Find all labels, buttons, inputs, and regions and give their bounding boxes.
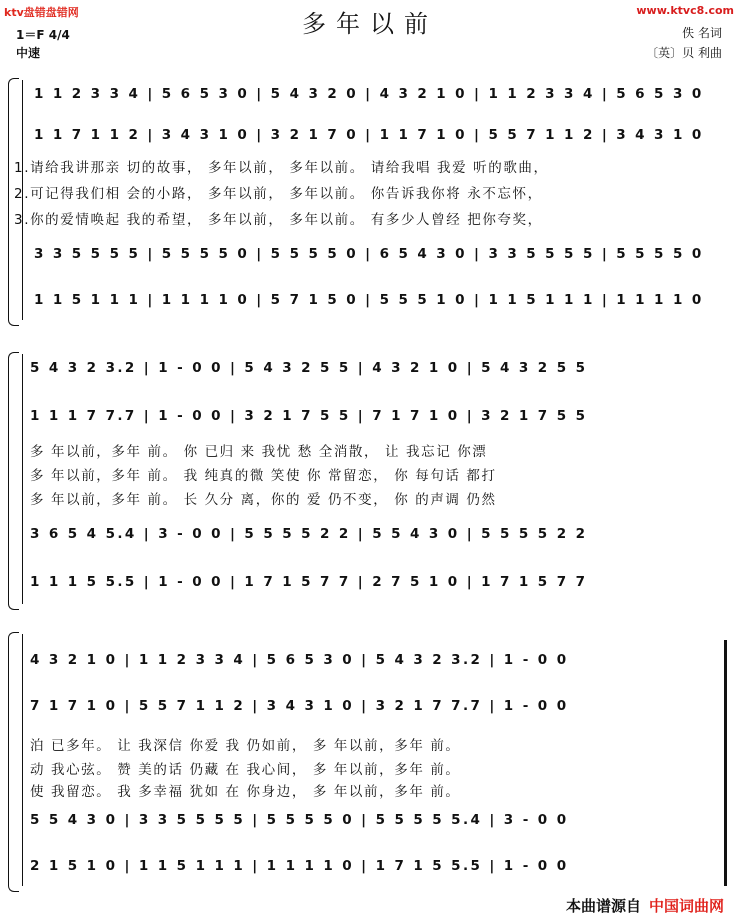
s2-lyric-2: 多 年以前，多年 前。 我 纯真的微 笑使 你 常留恋， 你 每句话 都打	[30, 468, 497, 484]
s1-part-3: 3 3 5 5 5 5 | 5 5 5 5 0 | 5 5 5 5 0 | 6 5 4 3 0 | 3 3 5 5 5 5 | 5 5 5 5 0	[34, 246, 704, 262]
s3-lyric-1: 泊 已多年。 让 我深信 你爱 我 仍如前， 多 年以前，多年 前。	[30, 738, 461, 754]
s1-lyric-1: 1.请给我讲那亲 切的故事， 多年以前， 多年以前。 请给我唱 我爱 听的歌曲，	[14, 160, 549, 176]
s2-part-1: 5 4 3 2 3.2 | 1 - 0 0 | 5 4 3 2 5 5 | 4 3 2 1 0 | 5 4 3 2 5 5	[30, 360, 588, 376]
s3-part-3: 5 5 4 3 0 | 3 3 5 5 5 5 | 5 5 5 5 0 | 5 5 5 5 5.4 | 3 - 0 0	[30, 812, 569, 828]
s2-part-2: 1 1 1 7 7.7 | 1 - 0 0 | 3 2 1 7 5 5 | 7 1 7 1 0 | 3 2 1 7 5 5	[30, 408, 588, 424]
tempo-marking: 中速	[16, 46, 41, 60]
s1-part-1: 1 1 2 3 3 4 | 5 6 5 3 0 | 5 4 3 2 0 | 4 3 2 1 0 | 1 1 2 3 3 4 | 5 6 5 3 0	[34, 86, 704, 102]
watermark-right: www.ktvc8.com	[636, 4, 734, 17]
system-3-brace	[8, 632, 19, 892]
footer-source-label: 本曲谱源自	[565, 897, 641, 915]
s1-part-2: 1 1 7 1 1 2 | 3 4 3 1 0 | 3 2 1 7 0 | 1 1 7 1 0 | 5 5 7 1 1 2 | 3 4 3 1 0	[34, 127, 704, 143]
footer-site-link[interactable]: 中国词曲网	[648, 897, 724, 915]
s2-lyric-1: 多 年以前，多年 前。 你 已归 来 我忧 愁 全消散， 让 我忘记 你漂	[30, 444, 488, 460]
s2-part-4: 1 1 1 5 5.5 | 1 - 0 0 | 1 7 1 5 7 7 | 2 7 5 1 0 | 1 7 1 5 7 7	[30, 574, 588, 590]
composer-credit: 〔英〕贝 利曲	[646, 46, 722, 60]
footer-credit	[566, 895, 724, 916]
system-2-barline	[22, 354, 23, 604]
watermark-left: ktv盘错盘错网	[4, 6, 79, 19]
lyricist-credit: 佚 名词	[682, 26, 722, 40]
s3-part-1: 4 3 2 1 0 | 1 1 2 3 3 4 | 5 6 5 3 0 | 5 4 3 2 3.2 | 1 - 0 0	[30, 652, 569, 668]
system-3-barline	[22, 634, 23, 886]
s3-part-2: 7 1 7 1 0 | 5 5 7 1 1 2 | 3 4 3 1 0 | 3 2 1 7 7.7 | 1 - 0 0	[30, 698, 569, 714]
s2-part-3: 3 6 5 4 5.4 | 3 - 0 0 | 5 5 5 5 2 2 | 5 5 4 3 0 | 5 5 5 5 2 2	[30, 526, 588, 542]
final-barline	[724, 640, 727, 886]
s3-part-4: 2 1 5 1 0 | 1 1 5 1 1 1 | 1 1 1 1 0 | 1 7 1 5 5.5 | 1 - 0 0	[30, 858, 569, 874]
s1-part-4: 1 1 5 1 1 1 | 1 1 1 1 0 | 5 7 1 5 0 | 5 5 5 1 0 | 1 1 5 1 1 1 | 1 1 1 1 0	[34, 292, 704, 308]
s3-lyric-3: 使 我留恋。 我 多幸福 犹如 在 你身边， 多 年以前，多年 前。	[30, 784, 461, 800]
s1-lyric-2: 2.可记得我们相 会的小路， 多年以前， 多年以前。 你告诉我你将 永不忘怀，	[14, 186, 543, 202]
s3-lyric-2: 动 我心弦。 赞 美的话 仍藏 在 我心间， 多 年以前，多年 前。	[30, 762, 461, 778]
key-signature: 1＝F 4/4	[16, 28, 70, 42]
s1-lyric-3: 3.你的爱情唤起 我的希望， 多年以前， 多年以前。 有多少人曾经 把你夸奖，	[14, 212, 543, 228]
page-title: 多年以前	[302, 10, 438, 38]
system-1-brace	[8, 78, 19, 326]
s2-lyric-3: 多 年以前，多年 前。 长 久分 离，你的 爱 仍不变， 你 的声调 仍然	[30, 492, 497, 508]
system-2-brace	[8, 352, 19, 610]
